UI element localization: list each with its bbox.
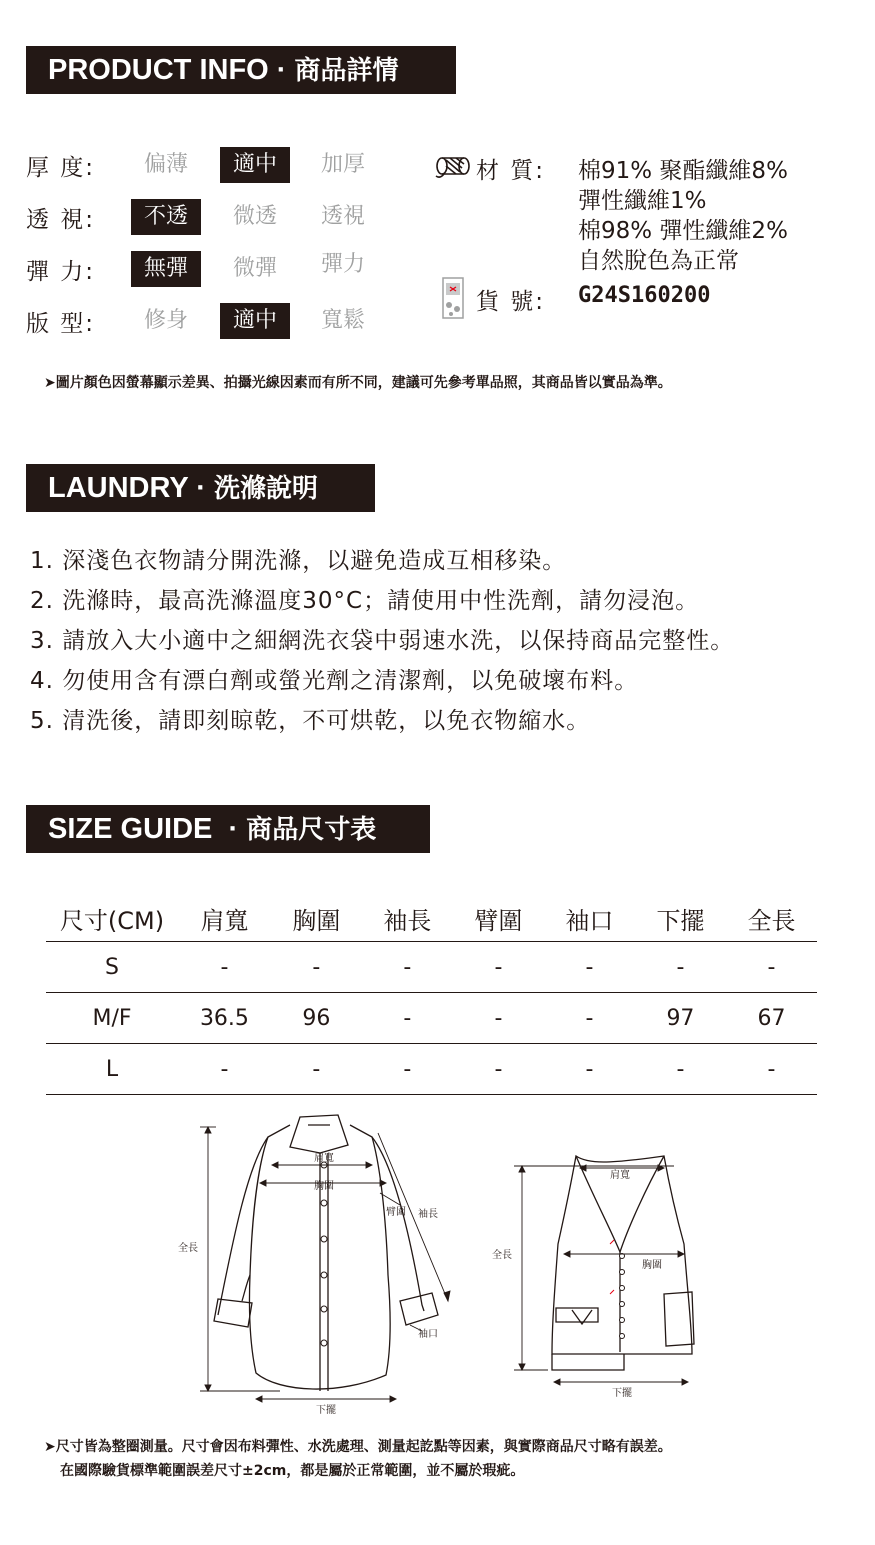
table-row bbox=[46, 993, 817, 1044]
option-no-stretch-selected: 無彈 bbox=[131, 251, 201, 287]
laundry-header: LAUNDRY · 洗滌說明 bbox=[26, 464, 375, 512]
label-cuff: 袖口 bbox=[418, 1329, 438, 1340]
attr-label: 厚 度: bbox=[26, 154, 96, 181]
laundry-item-3: 3. 請放入大小適中之細網洗衣袋中弱速水洗，以保持商品完整性。 bbox=[30, 628, 735, 654]
attr-label: 彈 力: bbox=[26, 258, 96, 285]
table-row bbox=[46, 942, 817, 993]
value-cell: - bbox=[271, 1044, 362, 1095]
value-cell: - bbox=[178, 942, 271, 993]
label-shoulder: 肩寬 bbox=[314, 1153, 334, 1164]
col-hem: 下擺 bbox=[635, 895, 726, 942]
value-cell: - bbox=[635, 1044, 726, 1095]
vest-measurement-diagram bbox=[488, 1148, 708, 1408]
laundry-item-2: 2. 洗滌時，最高洗滌溫度30°C；請使用中性洗劑，請勿浸泡。 bbox=[30, 588, 700, 614]
options-fit bbox=[0, 303, 875, 339]
material-line-2: 彈性纖維1% bbox=[578, 188, 707, 214]
value-cell: - bbox=[635, 942, 726, 993]
option-regular-selected: 適中 bbox=[220, 303, 290, 339]
label-arm: 臂圍 bbox=[386, 1207, 406, 1218]
value-cell: - bbox=[544, 993, 635, 1044]
laundry-item-1: 1. 深淺色衣物請分開洗滌，以避免造成互相移染。 bbox=[30, 548, 567, 574]
material-line-3: 棉98% 彈性纖維2% bbox=[578, 218, 788, 244]
option-loose: 寬鬆 bbox=[320, 308, 365, 333]
option-sheer: 透視 bbox=[320, 204, 365, 229]
material-line-4: 自然脫色為正常 bbox=[578, 248, 739, 274]
value-cell: - bbox=[544, 942, 635, 993]
options-elasticity bbox=[0, 251, 875, 287]
col-sleeve: 袖長 bbox=[362, 895, 453, 942]
size-note-2: 在國際驗貨標準範圍誤差尺寸±2cm，都是屬於正常範圍，並不屬於瑕疵。 bbox=[60, 1463, 525, 1479]
attr-label: 版 型: bbox=[26, 310, 96, 337]
label-chest: 胸圍 bbox=[314, 1181, 334, 1192]
color-disclaimer: ➤圖片顏色因螢幕顯示差異、拍攝光線因素而有所不同，建議可先參考單品照，其商品皆以實品為準。 bbox=[44, 375, 672, 391]
value-cell: - bbox=[362, 942, 453, 993]
label-length: 全長 bbox=[178, 1243, 198, 1254]
option-medium-selected: 適中 bbox=[220, 147, 290, 183]
value-cell: 97 bbox=[635, 993, 726, 1044]
product-info-header: PRODUCT INFO · 商品詳情 bbox=[26, 46, 456, 94]
option-thin: 偏薄 bbox=[143, 152, 188, 177]
label-shoulder: 肩寬 bbox=[610, 1170, 630, 1181]
label-length: 全長 bbox=[492, 1250, 512, 1261]
size-note-1: ➤尺寸皆為整圈測量。尺寸會因布料彈性、水洗處理、測量起訖點等因素，與實際商品尺寸略有誤差。 bbox=[44, 1439, 672, 1455]
tag-icon bbox=[440, 275, 466, 321]
col-cuff: 袖口 bbox=[544, 895, 635, 942]
value-cell: - bbox=[726, 942, 817, 993]
size-guide-header: SIZE GUIDE · 商品尺寸表 bbox=[26, 805, 430, 853]
option-thick: 加厚 bbox=[320, 152, 365, 177]
item-no-label: 貨 號: bbox=[476, 289, 546, 315]
col-arm: 臂圍 bbox=[453, 895, 544, 942]
item-no-value: G24S160200 bbox=[578, 283, 711, 308]
value-cell: - bbox=[362, 1044, 453, 1095]
size-table bbox=[46, 895, 817, 1095]
table-row bbox=[46, 1044, 817, 1095]
size-guide-title-cn: 商品尺寸表 bbox=[246, 815, 377, 845]
material-line-1: 棉91% 聚酯纖維8% bbox=[578, 158, 788, 184]
option-slim: 修身 bbox=[143, 308, 188, 333]
value-cell: - bbox=[178, 1044, 271, 1095]
value-cell: 96 bbox=[271, 993, 362, 1044]
option-slight-sheer: 微透 bbox=[232, 204, 277, 229]
size-cell: S bbox=[46, 942, 178, 993]
label-sleeve: 袖長 bbox=[418, 1209, 438, 1220]
value-cell: - bbox=[544, 1044, 635, 1095]
option-stretch: 彈力 bbox=[320, 252, 365, 277]
value-cell: - bbox=[362, 993, 453, 1044]
laundry-item-4: 4. 勿使用含有漂白劑或螢光劑之清潔劑，以免破壞布料。 bbox=[30, 668, 639, 694]
laundry-item-5: 5. 清洗後，請即刻晾乾，不可烘乾，以免衣物縮水。 bbox=[30, 708, 591, 734]
attr-label: 透 視: bbox=[26, 206, 96, 233]
value-cell: - bbox=[726, 1044, 817, 1095]
product-info-title-cn: 商品詳情 bbox=[294, 56, 399, 86]
value-cell: 67 bbox=[726, 993, 817, 1044]
value-cell: 36.5 bbox=[178, 993, 271, 1044]
size-cell: L bbox=[46, 1044, 178, 1095]
value-cell: - bbox=[453, 942, 544, 993]
size-table-header bbox=[46, 895, 817, 942]
label-hem: 下擺 bbox=[612, 1388, 632, 1399]
label-hem: 下擺 bbox=[316, 1405, 336, 1416]
value-cell: - bbox=[453, 1044, 544, 1095]
laundry-title-cn: 洗滌說明 bbox=[213, 474, 318, 504]
col-size: 尺寸(CM) bbox=[46, 895, 178, 942]
col-length: 全長 bbox=[726, 895, 817, 942]
label-chest: 胸圍 bbox=[642, 1260, 662, 1271]
option-slight-stretch: 微彈 bbox=[232, 256, 277, 281]
value-cell: - bbox=[453, 993, 544, 1044]
size-guide-title-en: SIZE GUIDE bbox=[48, 813, 213, 845]
value-cell: - bbox=[271, 942, 362, 993]
col-shoulder: 肩寬 bbox=[178, 895, 271, 942]
laundry-title-en: LAUNDRY bbox=[48, 472, 189, 504]
option-opaque-selected: 不透 bbox=[131, 199, 201, 235]
material-label: 材 質: bbox=[476, 158, 546, 184]
shirt-measurement-diagram bbox=[160, 1105, 470, 1420]
col-chest: 胸圍 bbox=[271, 895, 362, 942]
size-cell: M/F bbox=[46, 993, 178, 1044]
product-info-title-en: PRODUCT INFO bbox=[48, 54, 269, 86]
yarn-spool-icon bbox=[434, 152, 474, 180]
